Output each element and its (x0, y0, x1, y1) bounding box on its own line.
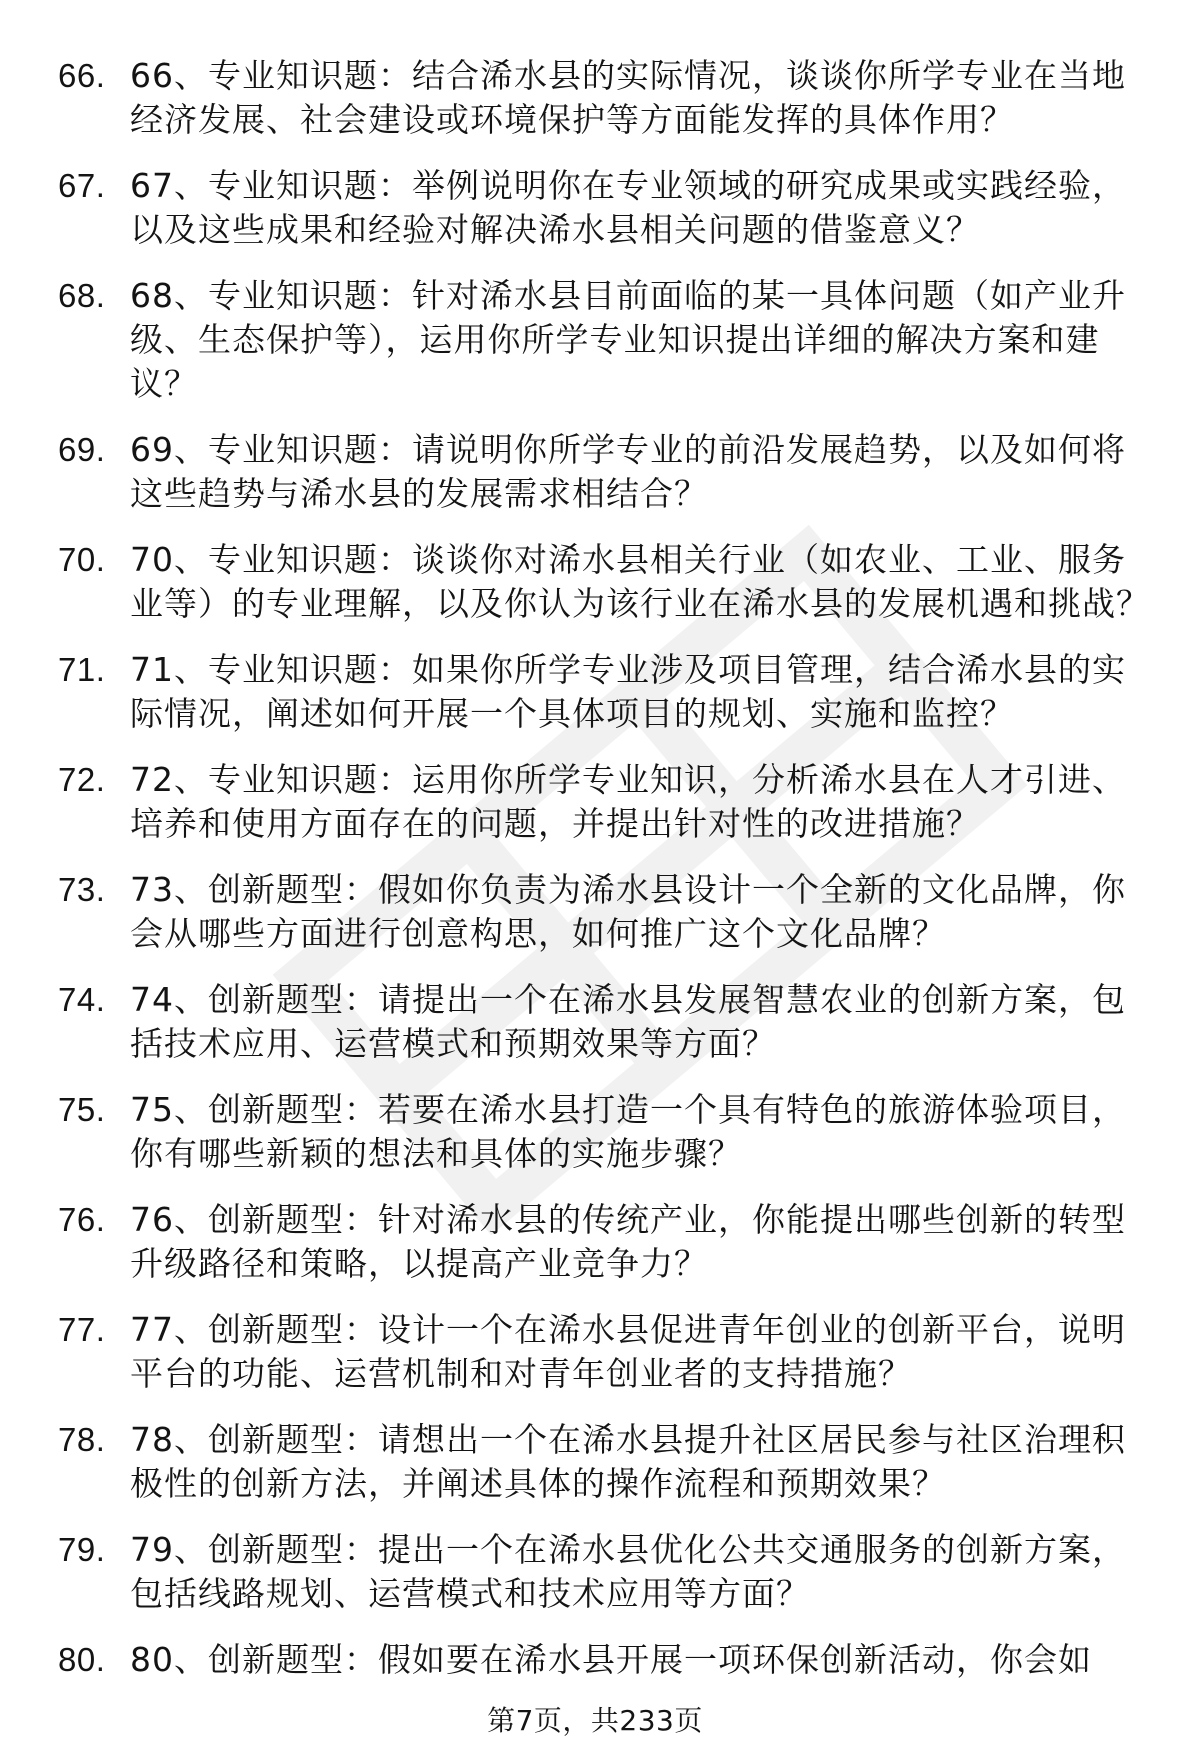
list-item (58, 1418, 1168, 1506)
question-text: 76、创新题型：针对浠水县的传统产业，你能提出哪些创新的转型升级路径和策略，以提高产业竞争力？ (130, 1200, 1126, 1283)
list-item-number: 77. (58, 1311, 106, 1348)
question-list (58, 54, 1168, 1704)
list-item (58, 978, 1168, 1066)
list-item-number: 79. (58, 1531, 106, 1568)
question-text: 71、专业知识题：如果你所学专业涉及项目管理，结合浠水县的实际情况，阐述如何开展一个具体项目的规划、实施和监控？ (130, 650, 1126, 733)
list-item-number: 70. (58, 541, 106, 578)
list-item (58, 428, 1168, 516)
question-text: 69、专业知识题：请说明你所学专业的前沿发展趋势，以及如何将这些趋势与浠水县的发展需求相结合？ (130, 430, 1126, 513)
list-item-number: 66. (58, 57, 106, 94)
question-text: 75、创新题型：若要在浠水县打造一个具有特色的旅游体验项目，你有哪些新颖的想法和具体的实施步骤？ (130, 1090, 1126, 1173)
list-item (58, 1198, 1168, 1286)
question-text: 68、专业知识题：针对浠水县目前面临的某一具体问题（如产业升级、生态保护等），运用你所学专业知识提出详细的解决方案和建议？ (130, 276, 1126, 403)
list-item-number: 76. (58, 1201, 106, 1238)
question-text: 67、专业知识题：举例说明你在专业领域的研究成果或实践经验，以及这些成果和经验对解决浠水县相关问题的借鉴意义？ (130, 166, 1126, 249)
question-text: 74、创新题型：请提出一个在浠水县发展智慧农业的创新方案，包括技术应用、运营模式和预期效果等方面？ (130, 980, 1126, 1063)
list-item (58, 1528, 1168, 1616)
question-text: 73、创新题型：假如你负责为浠水县设计一个全新的文化品牌，你会从哪些方面进行创意构思，如何推广这个文化品牌？ (130, 870, 1126, 953)
question-text: 78、创新题型：请想出一个在浠水县提升社区居民参与社区治理积极性的创新方法，并阐述具体的操作流程和预期效果？ (130, 1420, 1126, 1503)
list-item (58, 1088, 1168, 1176)
list-item (58, 648, 1168, 736)
list-item-number: 73. (58, 871, 106, 908)
list-item (58, 868, 1168, 956)
list-item (58, 1308, 1168, 1396)
list-item (58, 758, 1168, 846)
list-item-number: 72. (58, 761, 106, 798)
list-item-number: 67. (58, 167, 106, 204)
list-item-number: 69. (58, 431, 106, 468)
list-item (58, 54, 1168, 142)
list-item (58, 538, 1168, 626)
question-text: 79、创新题型：提出一个在浠水县优化公共交通服务的创新方案，包括线路规划、运营模式和技术应用等方面？ (130, 1530, 1126, 1613)
list-item (58, 274, 1168, 406)
list-item (58, 1638, 1168, 1682)
list-item-number: 75. (58, 1091, 106, 1128)
list-item-number: 68. (58, 277, 106, 314)
list-item-number: 78. (58, 1421, 106, 1458)
question-text: 66、专业知识题：结合浠水县的实际情况，谈谈你所学专业在当地经济发展、社会建设或环境保护等方面能发挥的具体作用？ (130, 56, 1126, 139)
list-item-number: 71. (58, 651, 106, 688)
question-text: 70、专业知识题：谈谈你对浠水县相关行业（如农业、工业、服务业等）的专业理解，以及你认为该行业在浠水县的发展机遇和挑战？ (130, 540, 1150, 623)
question-text: 77、创新题型：设计一个在浠水县促进青年创业的创新平台，说明平台的功能、运营机制和对青年创业者的支持措施？ (130, 1310, 1126, 1393)
list-item-number: 80. (58, 1641, 106, 1678)
question-text: 80、创新题型：假如要在浠水县开展一项环保创新活动，你会如 (130, 1640, 1092, 1679)
list-item (58, 164, 1168, 252)
question-text: 72、专业知识题：运用你所学专业知识，分析浠水县在人才引进、培养和使用方面存在的问题，并提出针对性的改进措施？ (130, 760, 1126, 843)
list-item-number: 74. (58, 981, 106, 1018)
page-number: 第7页，共233页 (487, 1704, 703, 1737)
